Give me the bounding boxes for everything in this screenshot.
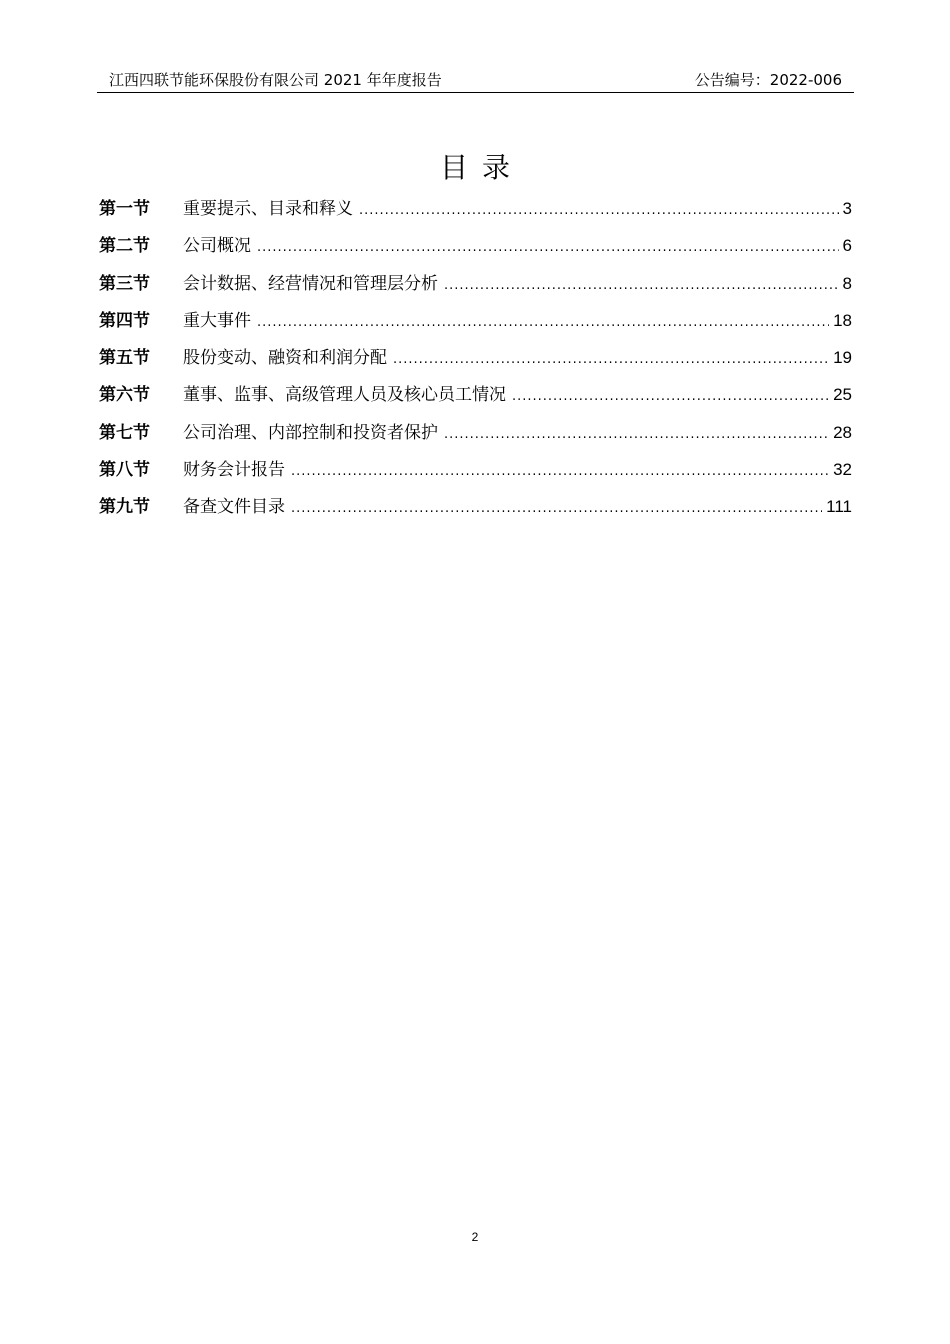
toc-page-number: 18 xyxy=(833,310,852,330)
toc-page-number: 28 xyxy=(833,422,852,442)
toc-dot-leader xyxy=(444,422,829,448)
toc-entry-name: 会计数据、经营情况和管理层分析 xyxy=(183,273,438,294)
toc-section-label: 第五节 xyxy=(99,348,150,369)
page-header xyxy=(97,66,854,93)
toc-entry-name: 重大事件 xyxy=(183,310,251,331)
toc-entry-9[interactable] xyxy=(99,494,852,531)
toc-entry-name: 股份变动、融资和利润分配 xyxy=(183,348,387,369)
toc-section-label: 第三节 xyxy=(99,273,150,294)
header-report-title: 江西四联节能环保股份有限公司 2021 年年度报告 xyxy=(109,71,442,89)
toc-page-number: 25 xyxy=(833,385,852,405)
toc-dot-leader xyxy=(291,496,822,522)
toc-dot-leader xyxy=(444,273,839,299)
toc-entry-3[interactable] xyxy=(99,271,852,308)
toc-dot-leader xyxy=(257,235,839,261)
toc-entry-name: 财务会计报告 xyxy=(183,460,285,481)
toc-section-label: 第八节 xyxy=(99,460,150,481)
toc-dot-leader xyxy=(512,384,829,410)
toc-entry-5[interactable] xyxy=(99,345,852,382)
toc-dot-leader xyxy=(359,198,839,224)
toc-section-label: 第四节 xyxy=(99,310,150,331)
toc-dot-leader xyxy=(393,347,829,373)
toc-section-label: 第一节 xyxy=(99,199,150,219)
toc-page-number: 3 xyxy=(842,199,852,218)
toc-entry-name: 备查文件目录 xyxy=(183,497,285,518)
toc-title: 目录 xyxy=(439,151,524,184)
toc-section-label: 第六节 xyxy=(99,385,150,406)
table-of-contents xyxy=(99,196,852,532)
toc-page-number: 8 xyxy=(842,273,852,293)
toc-section-label: 第九节 xyxy=(99,497,150,518)
toc-entry-1[interactable] xyxy=(99,196,852,233)
toc-page-number: 19 xyxy=(833,348,852,368)
page-number: 2 xyxy=(471,1230,479,1244)
toc-entry-name: 董事、监事、高级管理人员及核心员工情况 xyxy=(183,385,506,406)
toc-page-number: 6 xyxy=(842,236,852,256)
toc-page-number: 111 xyxy=(826,497,852,517)
toc-entry-name: 重要提示、目录和释义 xyxy=(183,199,353,219)
toc-entry-4[interactable] xyxy=(99,308,852,345)
toc-section-label: 第二节 xyxy=(99,236,150,257)
toc-entry-7[interactable] xyxy=(99,420,852,457)
toc-dot-leader xyxy=(291,459,829,485)
toc-dot-leader xyxy=(257,310,829,336)
header-announcement-number: 公告编号：2022-006 xyxy=(694,71,842,89)
toc-entry-name: 公司治理、内部控制和投资者保护 xyxy=(183,422,438,443)
toc-entry-8[interactable] xyxy=(99,457,852,494)
toc-page-number: 32 xyxy=(833,460,852,480)
toc-entry-6[interactable] xyxy=(99,382,852,419)
toc-section-label: 第七节 xyxy=(99,422,150,443)
toc-entry-2[interactable] xyxy=(99,233,852,270)
toc-entry-name: 公司概况 xyxy=(183,236,251,257)
